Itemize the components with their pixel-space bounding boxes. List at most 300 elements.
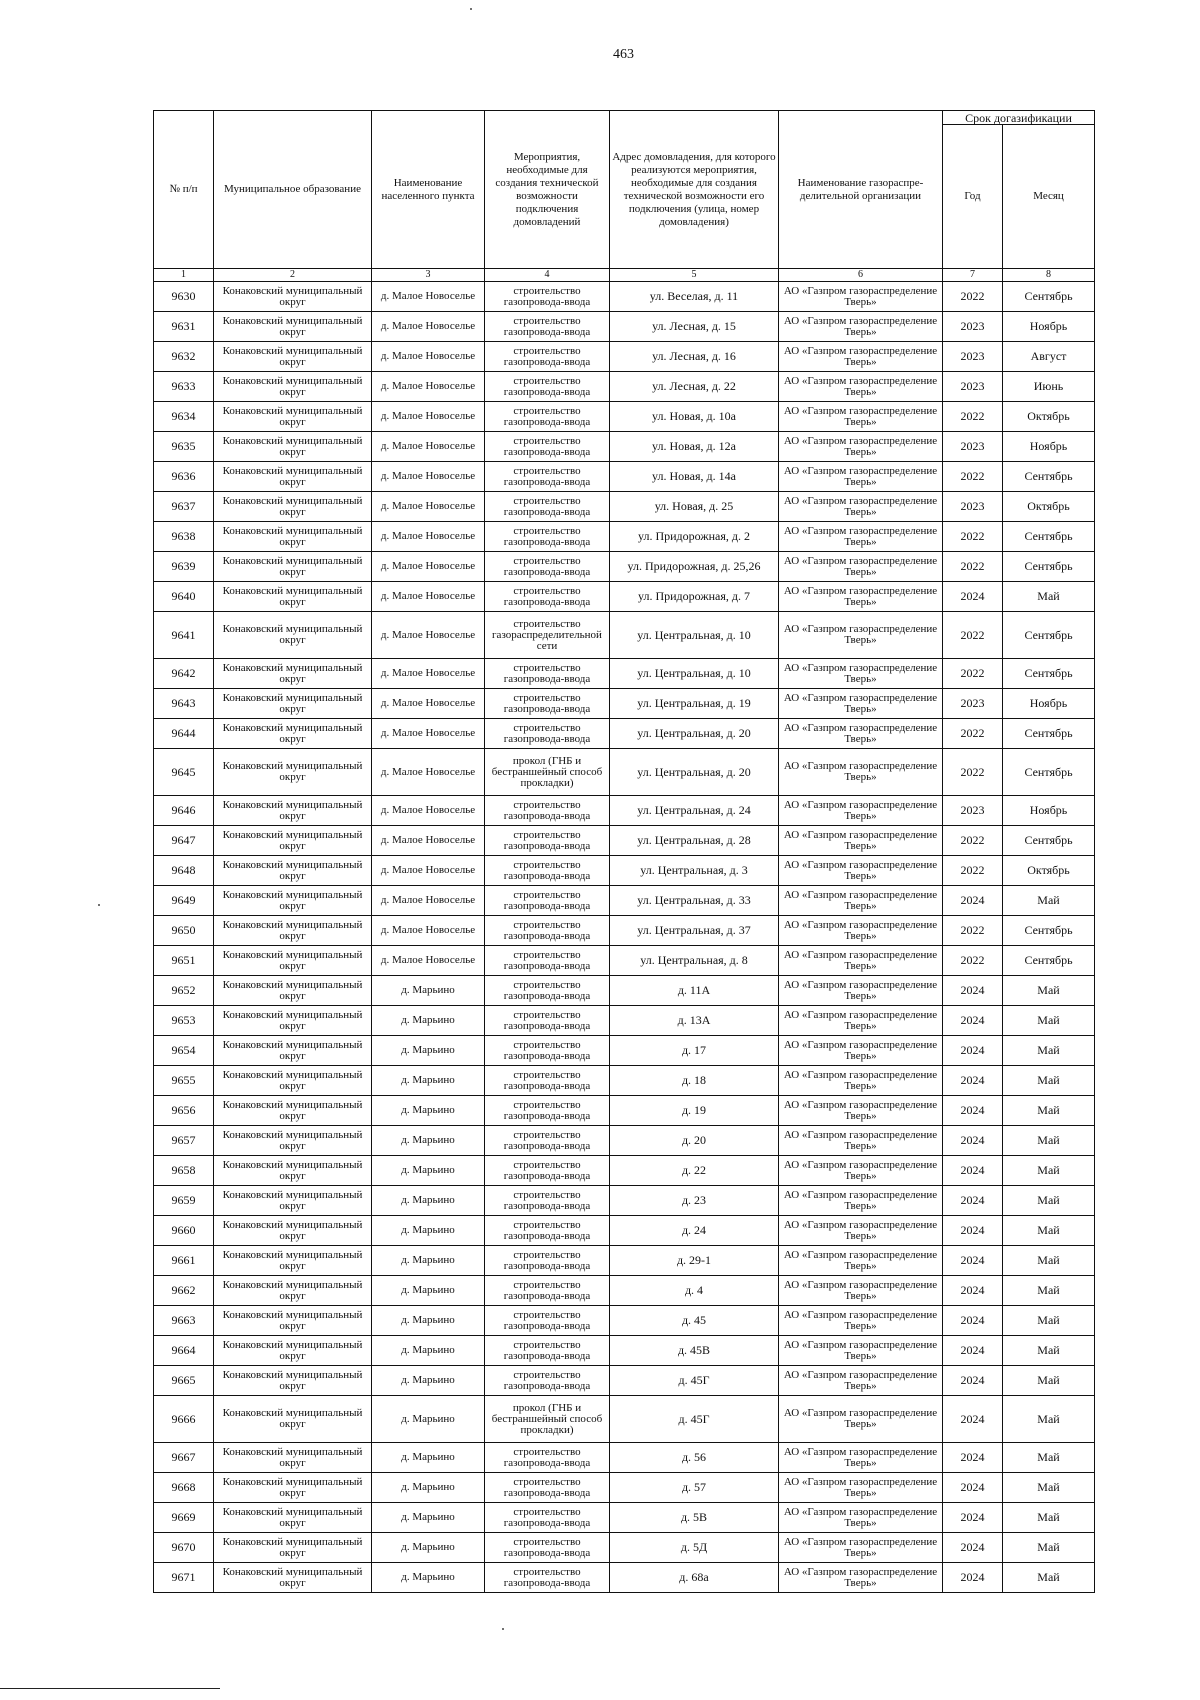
table-row [154,432,1095,462]
col-header-month: Месяц [1003,125,1095,269]
cell-organization: АО «Газпром газораспределение Тверь» [779,1036,943,1066]
cell-municipality: Конаковский муниципальный округ [214,1096,372,1126]
cell-number: 9643 [154,689,214,719]
table-row [154,1503,1095,1533]
cell-address: д. 4 [610,1276,779,1306]
cell-address: ул. Придорожная, д. 7 [610,582,779,612]
cell-settlement: д. Малое Новоселье [372,582,485,612]
cell-number: 9671 [154,1563,214,1593]
col-number: 7 [943,269,1003,282]
cell-settlement: д. Малое Новоселье [372,796,485,826]
cell-year: 2023 [943,312,1003,342]
cell-number: 9649 [154,886,214,916]
cell-municipality: Конаковский муниципальный округ [214,1533,372,1563]
cell-month: Май [1003,1126,1095,1156]
cell-month: Сентябрь [1003,462,1095,492]
cell-organization: АО «Газпром газораспределение Тверь» [779,1443,943,1473]
cell-measure: строительство газопровода-ввода [485,689,610,719]
cell-number: 9634 [154,402,214,432]
cell-measure: строительство газопровода-ввода [485,432,610,462]
table-row [154,856,1095,886]
cell-settlement: д. Марьино [372,976,485,1006]
cell-organization: АО «Газпром газораспределение Тверь» [779,522,943,552]
cell-month: Август [1003,342,1095,372]
cell-organization: АО «Газпром газораспределение Тверь» [779,1066,943,1096]
col-number: 3 [372,269,485,282]
cell-month: Октябрь [1003,856,1095,886]
cell-address: ул. Центральная, д. 24 [610,796,779,826]
cell-month: Сентябрь [1003,719,1095,749]
cell-measure: строительство газопровода-ввода [485,886,610,916]
cell-number: 9653 [154,1006,214,1036]
cell-organization: АО «Газпром газораспределение Тверь» [779,282,943,312]
table-row [154,492,1095,522]
cell-settlement: д. Малое Новоселье [372,282,485,312]
cell-municipality: Конаковский муниципальный округ [214,749,372,796]
cell-settlement: д. Марьино [372,1443,485,1473]
cell-month: Сентябрь [1003,282,1095,312]
cell-organization: АО «Газпром газораспределение Тверь» [779,1563,943,1593]
cell-measure: строительство газопровода-ввода [485,342,610,372]
cell-month: Сентябрь [1003,946,1095,976]
table-row [154,1533,1095,1563]
cell-organization: АО «Газпром газораспределение Тверь» [779,1336,943,1366]
cell-settlement: д. Малое Новоселье [372,462,485,492]
cell-month: Ноябрь [1003,796,1095,826]
cell-settlement: д. Малое Новоселье [372,659,485,689]
cell-year: 2024 [943,1216,1003,1246]
cell-organization: АО «Газпром газораспределение Тверь» [779,1246,943,1276]
cell-municipality: Конаковский муниципальный округ [214,1216,372,1246]
cell-settlement: д. Марьино [372,1533,485,1563]
table-row [154,1096,1095,1126]
cell-number: 9636 [154,462,214,492]
cell-month: Сентябрь [1003,552,1095,582]
cell-settlement: д. Марьино [372,1096,485,1126]
cell-number: 9654 [154,1036,214,1066]
cell-settlement: д. Малое Новоселье [372,552,485,582]
cell-municipality: Конаковский муниципальный округ [214,796,372,826]
cell-number: 9660 [154,1216,214,1246]
cell-year: 2022 [943,916,1003,946]
cell-municipality: Конаковский муниципальный округ [214,1246,372,1276]
cell-number: 9657 [154,1126,214,1156]
cell-month: Май [1003,1533,1095,1563]
table-row [154,749,1095,796]
cell-organization: АО «Газпром газораспределение Тверь» [779,1096,943,1126]
cell-measure: строительство газопровода-ввода [485,372,610,402]
cell-organization: АО «Газпром газораспределение Тверь» [779,659,943,689]
cell-address: д. 45Г [610,1396,779,1443]
cell-number: 9640 [154,582,214,612]
cell-settlement: д. Малое Новоселье [372,522,485,552]
cell-municipality: Конаковский муниципальный округ [214,582,372,612]
cell-measure: строительство газопровода-ввода [485,1036,610,1066]
cell-measure: строительство газопровода-ввода [485,1156,610,1186]
table-row [154,1156,1095,1186]
cell-measure: строительство газопровода-ввода [485,1533,610,1563]
cell-year: 2022 [943,826,1003,856]
cell-organization: АО «Газпром газораспределение Тверь» [779,432,943,462]
cell-address: ул. Придорожная, д. 25,26 [610,552,779,582]
cell-municipality: Конаковский муниципальный округ [214,1396,372,1443]
cell-settlement: д. Марьино [372,1216,485,1246]
cell-organization: АО «Газпром газораспределение Тверь» [779,1503,943,1533]
table-row [154,689,1095,719]
cell-measure: строительство газопровода-ввода [485,856,610,886]
col-number: 6 [779,269,943,282]
cell-municipality: Конаковский муниципальный округ [214,1443,372,1473]
table-row [154,462,1095,492]
cell-address: ул. Центральная, д. 3 [610,856,779,886]
cell-year: 2024 [943,1533,1003,1563]
cell-number: 9667 [154,1443,214,1473]
table-row [154,342,1095,372]
cell-organization: АО «Газпром газораспределение Тверь» [779,1216,943,1246]
cell-measure: строительство газопровода-ввода [485,282,610,312]
cell-year: 2024 [943,1306,1003,1336]
col-number: 2 [214,269,372,282]
cell-measure: строительство газопровода-ввода [485,1006,610,1036]
cell-month: Май [1003,1156,1095,1186]
cell-address: ул. Центральная, д. 33 [610,886,779,916]
cell-organization: АО «Газпром газораспределение Тверь» [779,1186,943,1216]
cell-month: Май [1003,1276,1095,1306]
cell-address: д. 13А [610,1006,779,1036]
cell-organization: АО «Газпром газораспределение Тверь» [779,749,943,796]
cell-year: 2022 [943,659,1003,689]
cell-number: 9664 [154,1336,214,1366]
cell-organization: АО «Газпром газораспределение Тверь» [779,462,943,492]
table-row [154,552,1095,582]
cell-municipality: Конаковский муниципальный округ [214,492,372,522]
cell-number: 9656 [154,1096,214,1126]
cell-measure: строительство газопровода-ввода [485,312,610,342]
cell-address: д. 22 [610,1156,779,1186]
cell-address: д. 45 [610,1306,779,1336]
table-row [154,1366,1095,1396]
cell-settlement: д. Малое Новоселье [372,372,485,402]
cell-settlement: д. Малое Новоселье [372,946,485,976]
cell-address: д. 5Д [610,1533,779,1563]
scan-speck [470,8,472,10]
cell-number: 9666 [154,1396,214,1443]
cell-measure: строительство газопровода-ввода [485,1473,610,1503]
cell-number: 9632 [154,342,214,372]
cell-settlement: д. Малое Новоселье [372,916,485,946]
cell-organization: АО «Газпром газораспределение Тверь» [779,719,943,749]
cell-measure: строительство газопровода-ввода [485,1336,610,1366]
cell-settlement: д. Малое Новоселье [372,749,485,796]
cell-month: Май [1003,1246,1095,1276]
cell-year: 2022 [943,462,1003,492]
cell-month: Сентябрь [1003,916,1095,946]
cell-settlement: д. Марьино [372,1336,485,1366]
table-header [154,111,1095,282]
cell-organization: АО «Газпром газораспределение Тверь» [779,552,943,582]
cell-municipality: Конаковский муниципальный округ [214,916,372,946]
cell-municipality: Конаковский муниципальный округ [214,1156,372,1186]
cell-address: ул. Центральная, д. 10 [610,612,779,659]
cell-settlement: д. Малое Новоселье [372,719,485,749]
cell-month: Май [1003,1036,1095,1066]
table-row [154,916,1095,946]
cell-number: 9652 [154,976,214,1006]
cell-municipality: Конаковский муниципальный округ [214,372,372,402]
table-row [154,522,1095,552]
cell-number: 9663 [154,1306,214,1336]
cell-month: Май [1003,1443,1095,1473]
cell-address: ул. Придорожная, д. 2 [610,522,779,552]
cell-month: Июнь [1003,372,1095,402]
cell-organization: АО «Газпром газораспределение Тверь» [779,492,943,522]
cell-year: 2024 [943,1473,1003,1503]
cell-year: 2023 [943,796,1003,826]
cell-organization: АО «Газпром газораспределение Тверь» [779,1126,943,1156]
table-row [154,312,1095,342]
table-row [154,976,1095,1006]
table-row [154,1246,1095,1276]
page-number: 463 [613,47,634,62]
table-row [154,1396,1095,1443]
cell-measure: строительство газопровода-ввода [485,796,610,826]
cell-number: 9641 [154,612,214,659]
cell-organization: АО «Газпром газораспределение Тверь» [779,1366,943,1396]
cell-address: ул. Новая, д. 25 [610,492,779,522]
cell-settlement: д. Малое Новоселье [372,342,485,372]
cell-number: 9662 [154,1276,214,1306]
cell-year: 2022 [943,946,1003,976]
cell-year: 2023 [943,342,1003,372]
cell-month: Май [1003,582,1095,612]
cell-month: Май [1003,1503,1095,1533]
cell-settlement: д. Марьино [372,1126,485,1156]
cell-address: ул. Центральная, д. 20 [610,719,779,749]
cell-month: Май [1003,1186,1095,1216]
cell-address: д. 17 [610,1036,779,1066]
cell-month: Сентябрь [1003,749,1095,796]
col-header-municipality: Муниципальное образование [214,111,372,269]
cell-municipality: Конаковский муниципальный округ [214,1066,372,1096]
cell-measure: строительство газопровода-ввода [485,1186,610,1216]
cell-organization: АО «Газпром газораспределение Тверь» [779,916,943,946]
cell-address: ул. Новая, д. 10а [610,402,779,432]
cell-year: 2023 [943,372,1003,402]
cell-year: 2022 [943,749,1003,796]
cell-municipality: Конаковский муниципальный округ [214,1126,372,1156]
cell-address: д. 11А [610,976,779,1006]
cell-month: Ноябрь [1003,312,1095,342]
cell-measure: строительство газопровода-ввода [485,1503,610,1533]
cell-organization: АО «Газпром газораспределение Тверь» [779,886,943,916]
cell-number: 9669 [154,1503,214,1533]
cell-month: Май [1003,1366,1095,1396]
cell-municipality: Конаковский муниципальный округ [214,1563,372,1593]
table-row [154,719,1095,749]
cell-settlement: д. Марьино [372,1306,485,1336]
cell-address: ул. Лесная, д. 22 [610,372,779,402]
cell-address: ул. Новая, д. 12а [610,432,779,462]
cell-year: 2024 [943,1096,1003,1126]
cell-month: Май [1003,886,1095,916]
cell-measure: строительство газопровода-ввода [485,946,610,976]
cell-address: д. 56 [610,1443,779,1473]
table-row [154,1276,1095,1306]
cell-municipality: Конаковский муниципальный округ [214,342,372,372]
cell-organization: АО «Газпром газораспределение Тверь» [779,1473,943,1503]
cell-month: Май [1003,1306,1095,1336]
cell-address: ул. Центральная, д. 20 [610,749,779,796]
cell-organization: АО «Газпром газораспределение Тверь» [779,1533,943,1563]
cell-organization: АО «Газпром газораспределение Тверь» [779,1306,943,1336]
cell-organization: АО «Газпром газораспределение Тверь» [779,796,943,826]
cell-number: 9639 [154,552,214,582]
cell-organization: АО «Газпром газораспределение Тверь» [779,612,943,659]
table-row [154,1066,1095,1096]
cell-address: д. 68а [610,1563,779,1593]
cell-year: 2024 [943,1066,1003,1096]
cell-address: д. 19 [610,1096,779,1126]
table-row [154,1443,1095,1473]
cell-settlement: д. Малое Новоселье [372,689,485,719]
cell-organization: АО «Газпром газораспределение Тверь» [779,1006,943,1036]
cell-address: ул. Центральная, д. 19 [610,689,779,719]
cell-number: 9665 [154,1366,214,1396]
cell-year: 2024 [943,1443,1003,1473]
cell-month: Сентябрь [1003,612,1095,659]
cell-year: 2024 [943,582,1003,612]
cell-number: 9637 [154,492,214,522]
cell-number: 9668 [154,1473,214,1503]
cell-organization: АО «Газпром газораспределение Тверь» [779,342,943,372]
cell-settlement: д. Марьино [372,1006,485,1036]
cell-number: 9646 [154,796,214,826]
cell-address: ул. Центральная, д. 37 [610,916,779,946]
table-row [154,1563,1095,1593]
cell-municipality: Конаковский муниципальный округ [214,312,372,342]
cell-year: 2022 [943,522,1003,552]
gasification-table [153,110,1095,1593]
cell-settlement: д. Малое Новоселье [372,402,485,432]
cell-settlement: д. Малое Новоселье [372,826,485,856]
cell-measure: строительство газопровода-ввода [485,719,610,749]
cell-year: 2022 [943,612,1003,659]
table-row [154,886,1095,916]
cell-number: 9638 [154,522,214,552]
cell-month: Ноябрь [1003,432,1095,462]
cell-settlement: д. Малое Новоселье [372,432,485,462]
cell-settlement: д. Марьино [372,1503,485,1533]
cell-municipality: Конаковский муниципальный округ [214,1276,372,1306]
cell-municipality: Конаковский муниципальный округ [214,886,372,916]
cell-month: Октябрь [1003,402,1095,432]
cell-measure: прокол (ГНБ и бестраншейный способ прокладки) [485,749,610,796]
cell-year: 2022 [943,282,1003,312]
cell-year: 2024 [943,1503,1003,1533]
cell-year: 2022 [943,719,1003,749]
cell-address: ул. Новая, д. 14а [610,462,779,492]
cell-settlement: д. Малое Новоселье [372,856,485,886]
table-row [154,612,1095,659]
cell-municipality: Конаковский муниципальный округ [214,552,372,582]
cell-measure: строительство газопровода-ввода [485,522,610,552]
table-row [154,372,1095,402]
cell-year: 2022 [943,552,1003,582]
cell-year: 2024 [943,1563,1003,1593]
col-header-measures: Мероприятия, необходимые для создания технической возможности подключения домовладений [485,111,610,269]
cell-address: д. 29-1 [610,1246,779,1276]
cell-settlement: д. Марьино [372,1186,485,1216]
cell-municipality: Конаковский муниципальный округ [214,1186,372,1216]
cell-address: ул. Веселая, д. 11 [610,282,779,312]
cell-organization: АО «Газпром газораспределение Тверь» [779,1276,943,1306]
cell-month: Май [1003,1563,1095,1593]
cell-measure: строительство газопровода-ввода [485,1276,610,1306]
cell-settlement: д. Марьино [372,1156,485,1186]
cell-settlement: д. Марьино [372,1066,485,1096]
cell-municipality: Конаковский муниципальный округ [214,1036,372,1066]
cell-month: Май [1003,1396,1095,1443]
cell-month: Май [1003,1096,1095,1126]
table-row [154,1186,1095,1216]
cell-number: 9651 [154,946,214,976]
cell-measure: прокол (ГНБ и бестраншейный способ прокладки) [485,1396,610,1443]
table-row [154,1473,1095,1503]
cell-address: д. 45В [610,1336,779,1366]
cell-year: 2024 [943,1006,1003,1036]
table-row [154,1036,1095,1066]
cell-address: д. 24 [610,1216,779,1246]
cell-measure: строительство газораспределительной сети [485,612,610,659]
cell-number: 9633 [154,372,214,402]
cell-month: Май [1003,1066,1095,1096]
cell-settlement: д. Марьино [372,1563,485,1593]
cell-organization: АО «Газпром газораспределение Тверь» [779,312,943,342]
col-header-gasification-period: Срок догазификации [943,111,1095,125]
cell-municipality: Конаковский муниципальный округ [214,612,372,659]
cell-measure: строительство газопровода-ввода [485,1096,610,1126]
col-number: 8 [1003,269,1095,282]
cell-measure: строительство газопровода-ввода [485,462,610,492]
cell-measure: строительство газопровода-ввода [485,1306,610,1336]
cell-measure: строительство газопровода-ввода [485,826,610,856]
cell-number: 9655 [154,1066,214,1096]
cell-municipality: Конаковский муниципальный округ [214,1366,372,1396]
cell-year: 2022 [943,856,1003,886]
cell-address: д. 18 [610,1066,779,1096]
cell-organization: АО «Газпром газораспределение Тверь» [779,1156,943,1186]
cell-measure: строительство газопровода-ввода [485,976,610,1006]
cell-month: Май [1003,976,1095,1006]
cell-measure: строительство газопровода-ввода [485,492,610,522]
cell-number: 9647 [154,826,214,856]
cell-settlement: д. Марьино [372,1473,485,1503]
cell-year: 2024 [943,1336,1003,1366]
cell-measure: строительство газопровода-ввода [485,1443,610,1473]
cell-organization: АО «Газпром газораспределение Тверь» [779,946,943,976]
cell-municipality: Конаковский муниципальный округ [214,976,372,1006]
table-row [154,582,1095,612]
cell-month: Май [1003,1336,1095,1366]
cell-month: Сентябрь [1003,522,1095,552]
cell-year: 2024 [943,976,1003,1006]
cell-municipality: Конаковский муниципальный округ [214,856,372,886]
col-number: 4 [485,269,610,282]
cell-measure: строительство газопровода-ввода [485,1366,610,1396]
col-header-address: Адрес домовладения, для которого реализуются мероприятия, необходимые для создания технической возможности его подключения (улица, номер домовладения) [610,111,779,269]
table-row [154,1006,1095,1036]
cell-settlement: д. Марьино [372,1276,485,1306]
